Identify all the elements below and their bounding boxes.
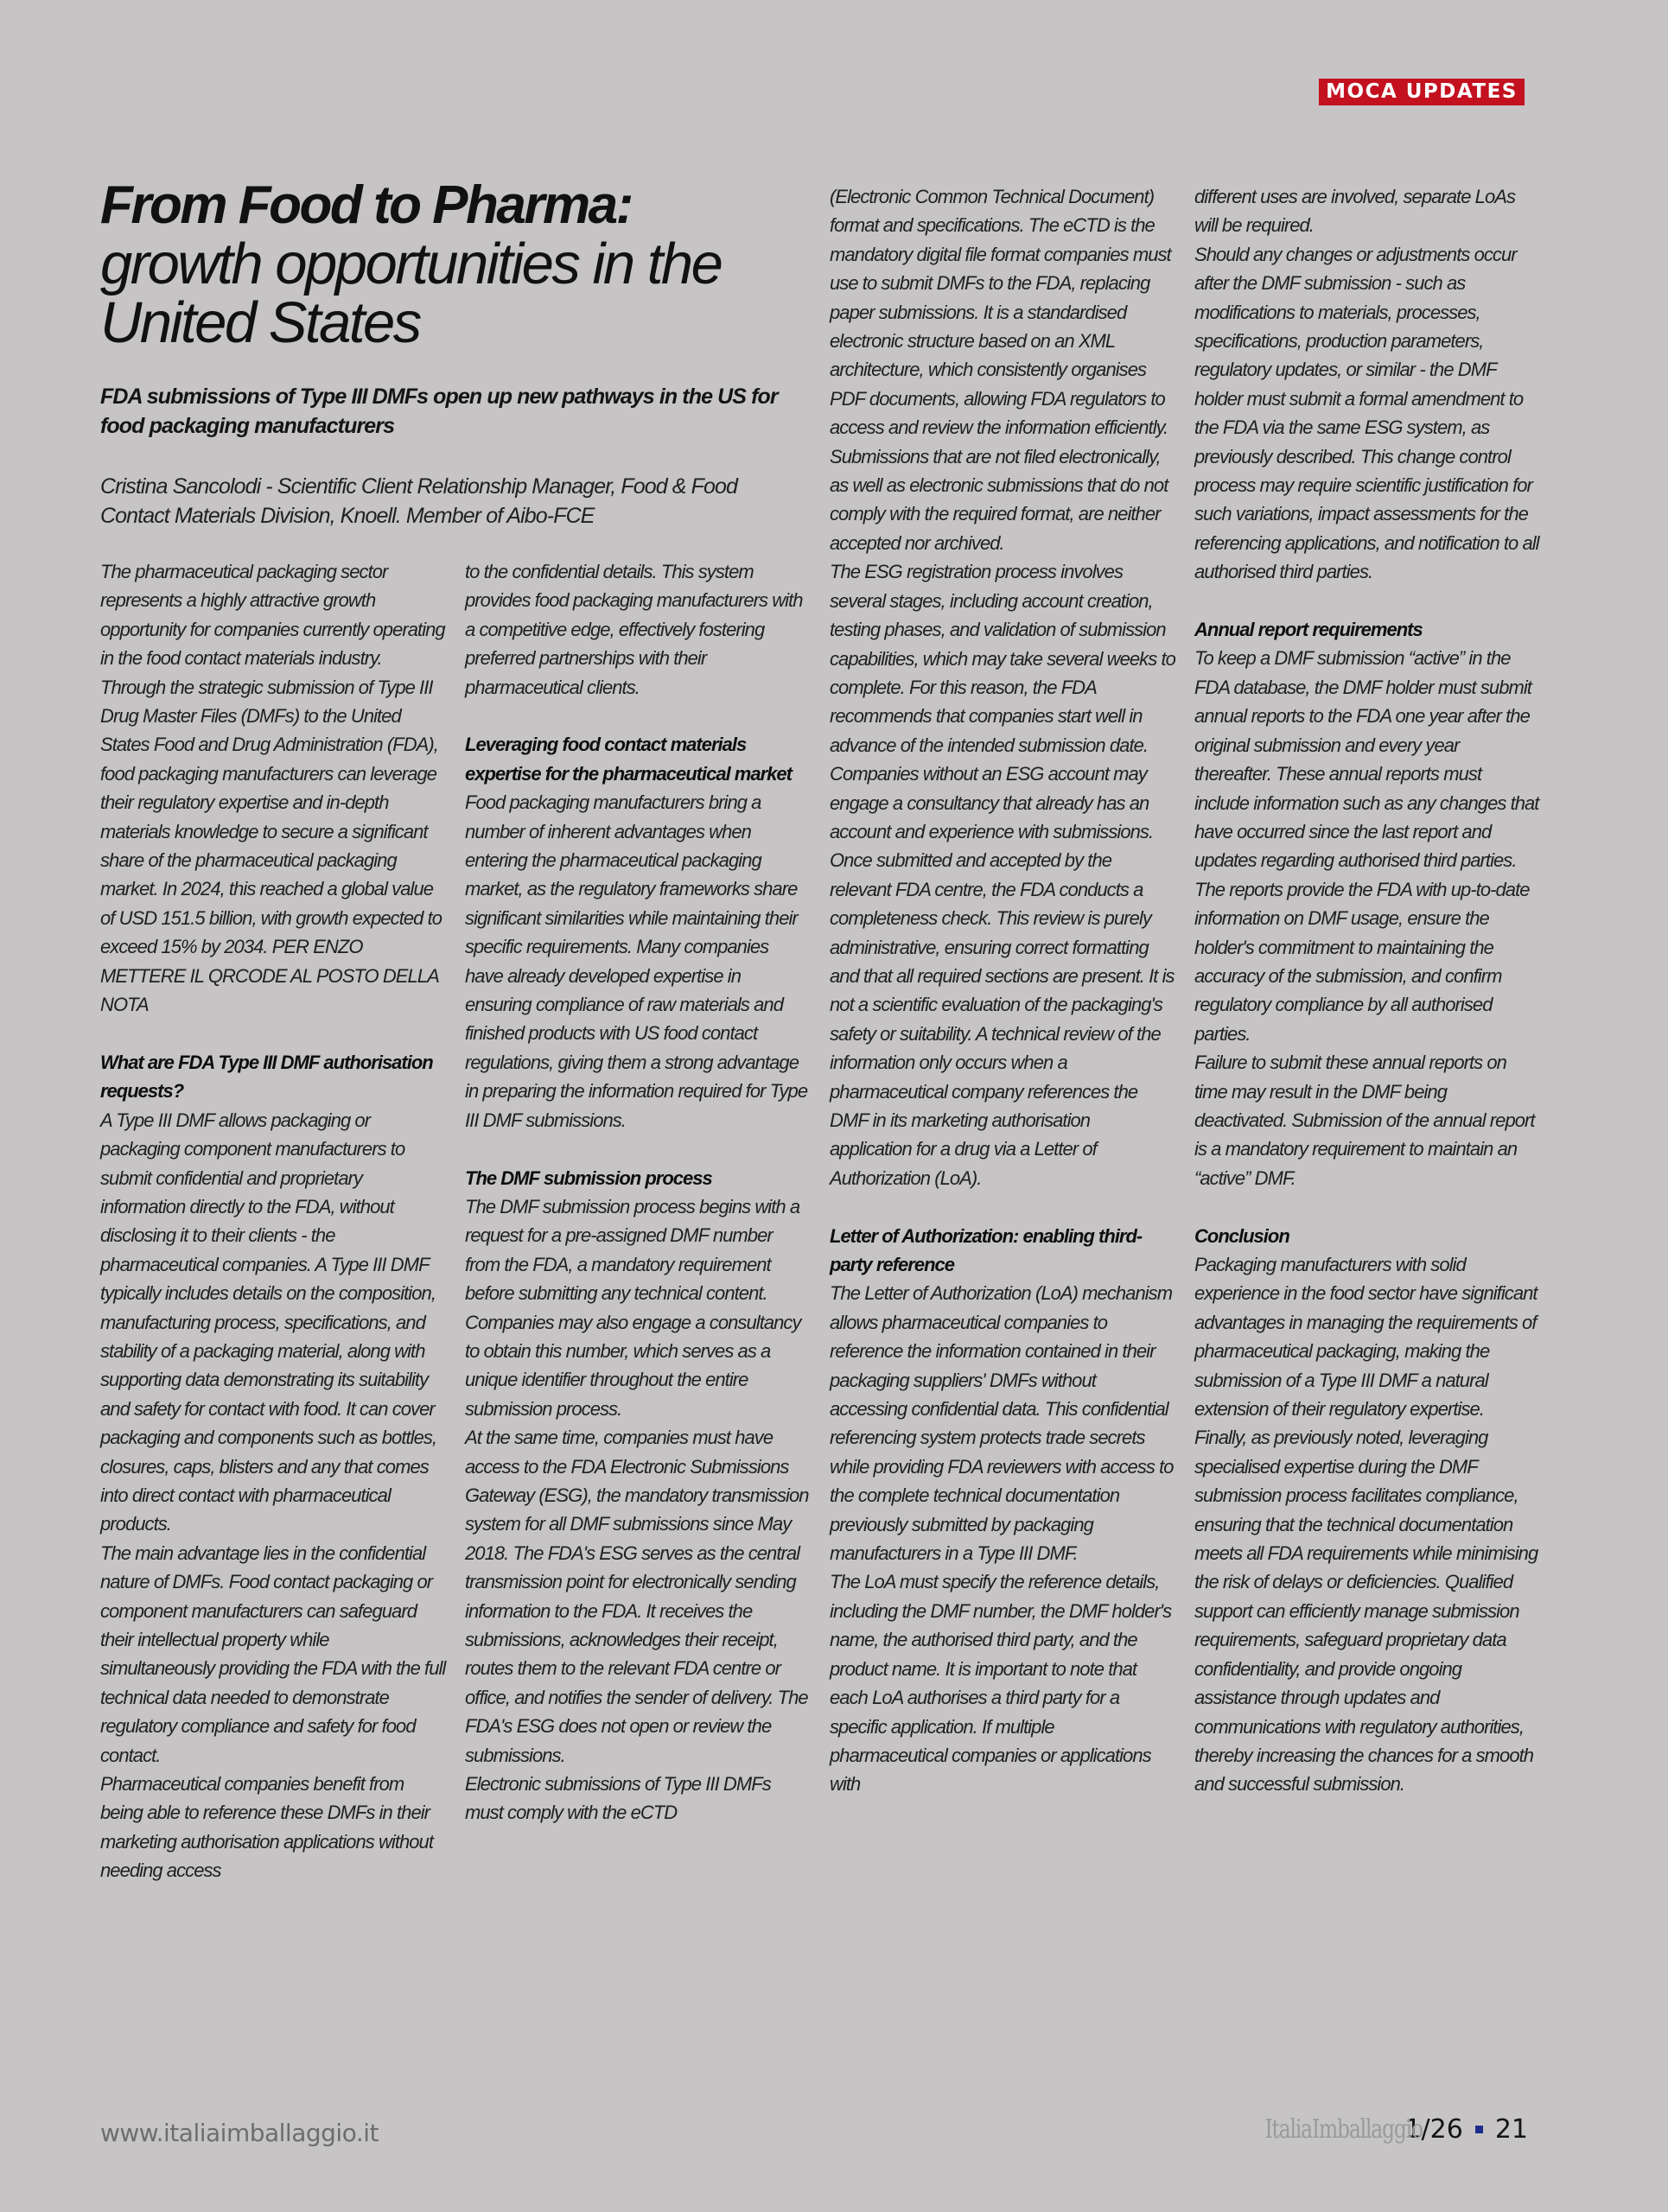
paragraph: Food packaging manufacturers bring a number of inherent advantages when entering the pharmaceutical packaging market, as the regulatory frameworks share significant similarities while maintaining their specific requirements. Many companies have already developed expertise in ensuring compliance of raw materials and finished products with US food contact regulations, giving them a strong advantage in preparing the information required for Type III DMF submissions. (465, 791, 808, 1131)
paragraph: Once submitted and accepted by the relevant FDA centre, the FDA conducts a completeness check. This review is purely administrative, ensuring correct formatting and that all required sections are present. It is not a scientific evaluation of the packaging's safety or suitability. A technical review of the information only occurs when a pharmaceutical company references the DMF in its marketing authorisation application for a drug via a Letter of Authorization (LoA). (830, 849, 1175, 1189)
paragraph: Failure to submit these annual reports on time may result in the DMF being deactivated. Submission of the annual report is a mandatory requirement to maintain an “active” DMF. (1194, 1052, 1535, 1189)
paragraph: The pharmaceutical packaging sector represents a highly attractive growth opportunity for companies currently operating in the food contact materials industry. Through the strategic submission of Type III Drug Master Files (DMFs) to the United States Food and Drug Administration (FDA), food packaging manufacturers can leverage their regulatory expertise and in-depth materials knowledge to secure a significant share of the pharmaceutical packaging market. In 2024, this reached a global value of USD 151.5 billion, with growth expected to exceed 15% by 2034. PER ENZO METTERE IL QRCODE AL POSTO DELLA NOTA (100, 561, 445, 1016)
paragraph: Electronic submissions of Type III DMFs must comply with the eCTD (465, 1773, 771, 1824)
text-column-4 (1194, 182, 1540, 1799)
paragraph: Pharmaceutical companies benefit from being able to reference these DMFs in their marketing authorisation applications without needing access (100, 1773, 433, 1882)
section-badge: MOCA UPDATES (1319, 79, 1525, 105)
issue-number: 1/26 (1404, 2114, 1463, 2145)
paragraph: The DMF submission process begins with a request for a pre-assigned DMF number from the FDA, a mandatory requirement before submitting any technical content. Companies may also engage a consultancy to obtain this number, which serves as a unique identifier throughout the entire submission process. (465, 1195, 801, 1420)
paragraph: different uses are involved, separate LoAs will be required. (1194, 186, 1516, 237)
section-heading: Annual report requirements (1194, 619, 1423, 641)
square-bullet-icon (1475, 2126, 1483, 2133)
text-column-3 (830, 182, 1175, 1799)
footer-page-info (1220, 2114, 1528, 2145)
paragraph: The LoA must specify the reference details, including the DMF number, the DMF holder's name, the authorised third party, and the product name. It is important to note that each LoA authorises a third party for a specific application. If multiple pharmaceutical companies or applications with (830, 1571, 1172, 1796)
section-heading: Letter of Authorization: enabling third-party reference (830, 1224, 1143, 1276)
paragraph: A Type III DMF allows packaging or packaging component manufacturers to submit confidential and proprietary information directly to the FDA, without disclosing it to their clients - the pharmaceutical companies. A Type III DMF typically includes details on the composition, manufacturing process, specifications, and stability of a packaging material, along with supporting data demonstrating its suitability and safety for contact with food. It can cover packaging and components such as bottles, closures, caps, blisters and any that comes into direct contact with pharmaceutical products. (100, 1109, 437, 1535)
text-column-1 (100, 557, 446, 1885)
page-number: 21 (1494, 2114, 1528, 2145)
website-link[interactable]: www.italiaimballaggio.it (100, 2119, 379, 2147)
paragraph: The main advantage lies in the confidential nature of DMFs. Food contact packaging or component manufacturers can safeguard their intellectual property while simultaneously providing the FDA with the full technical data needed to demonstrate regulatory compliance and safety for food contact. (100, 1541, 446, 1766)
paragraph: Packaging manufacturers with solid experience in the food sector have significant advantages in managing the requirements of pharmaceutical packaging, making the submission of a Type III DMF a natural extension of their regulatory expertise. (1194, 1254, 1537, 1421)
title-rest: growth opportunities in the United States (100, 232, 722, 355)
paragraph: The ESG registration process involves several stages, including account creation, testing phases, and validation of submission capabilities, which may take several weeks to complete. For this reason, the FDA recommends that companies start well in advance of the intended submission date. (830, 561, 1175, 756)
paragraph: Should any changes or adjustments occur after the DMF submission - such as modifications to materials, processes, specifications, production parameters, regulatory updates, or similar - the DMF holder must submit a formal amendment to the FDA via the same ESG system, as previously described. This change control process may require scientific justification for such variations, impact assessments for the referencing applications, and notification to all authorised third parties. (1194, 243, 1539, 583)
paragraph: Companies without an ESG account may engage a consultancy that already has an account and experience with submissions. (830, 763, 1154, 842)
paragraph: At the same time, companies must have access to the FDA Electronic Submissions Gateway (ESG), the mandatory transmission system for all DMF submissions since May 2018. The FDA's ESG serves as the central transmission point for electronically sending information to the FDA. It receives the submissions, acknowledges their receipt, routes them to the relevant FDA centre or office, and notifies the sender of delivery. The FDA's ESG does not open or review the submissions. (465, 1427, 809, 1766)
publication-logo: ItaliaImballaggio (1264, 2114, 1423, 2145)
author-byline: Cristina Sancolodi - Scientific Client Relationship Manager, Food & Food Contact Materials Division, Knoell. Member of Aibo-FCE (100, 474, 737, 528)
section-heading: The DMF submission process (465, 1166, 712, 1189)
section-heading: Conclusion (1194, 1224, 1289, 1247)
paragraph: Finally, as previously noted, leveraging specialised expertise during the DMF submission process facilitates compliance, ensuring that the technical documentation meets all FDA requirements while minimising the risk of delays or deficiencies. Qualified support can efficiently manage submission requirements, safeguard proprietary data confidentiality, and provide ongoing assistance through updates and communications with regulatory authorities, thereby increasing the chances for a smooth and successful submission. (1194, 1427, 1538, 1796)
paragraph: The Letter of Authorization (LoA) mechanism allows pharmaceutical companies to reference the information contained in their packaging suppliers' DMFs without accessing confidential data. This confidential referencing system protects trade secrets while providing FDA reviewers with access to the complete technical documentation previously submitted by packaging manufacturers in a Type III DMF. (830, 1282, 1174, 1565)
text-column-2 (465, 557, 811, 1827)
article-subtitle: FDA submissions of Type III DMFs open up new pathways in the US for food packaging manufacturers (100, 385, 778, 438)
article-title (100, 176, 792, 353)
title-bold: From Food to Pharma: (100, 175, 632, 235)
section-heading: What are FDA Type III DMF authorisation requests? (100, 1051, 433, 1103)
paragraph: to the confidential details. This system provides food packaging manufacturers with a competitive edge, effectively fostering preferred partnerships with their pharmaceutical clients. (465, 561, 803, 698)
paragraph: (Electronic Common Technical Document) format and specifications. The eCTD is the mandatory digital file format companies must use to submit DMFs to the FDA, replacing paper submissions. It is a standardised electronic structure based on an XML architecture, which consistently organises PDF documents, allowing FDA regulators to access and review the information efficiently. (830, 186, 1171, 439)
paragraph: Submissions that are not filed electronically, as well as electronic submissions that do not comply with the required format, are neither accepted nor archived. (830, 445, 1168, 554)
section-heading: Leveraging food contact materials expertise for the pharmaceutical market (465, 734, 792, 785)
paragraph: To keep a DMF submission “active” in the FDA database, the DMF holder must submit annual reports to the FDA one year after the original submission and every year thereafter. These annual reports must include information such as any changes that have occurred since the last report and updates regarding authorised third parties. The reports provide the FDA with up-to-date information on DMF usage, ensure the holder's commitment to maintaining the accuracy of the submission, and confirm regulatory compliance by all authorised parties. (1194, 647, 1539, 1045)
